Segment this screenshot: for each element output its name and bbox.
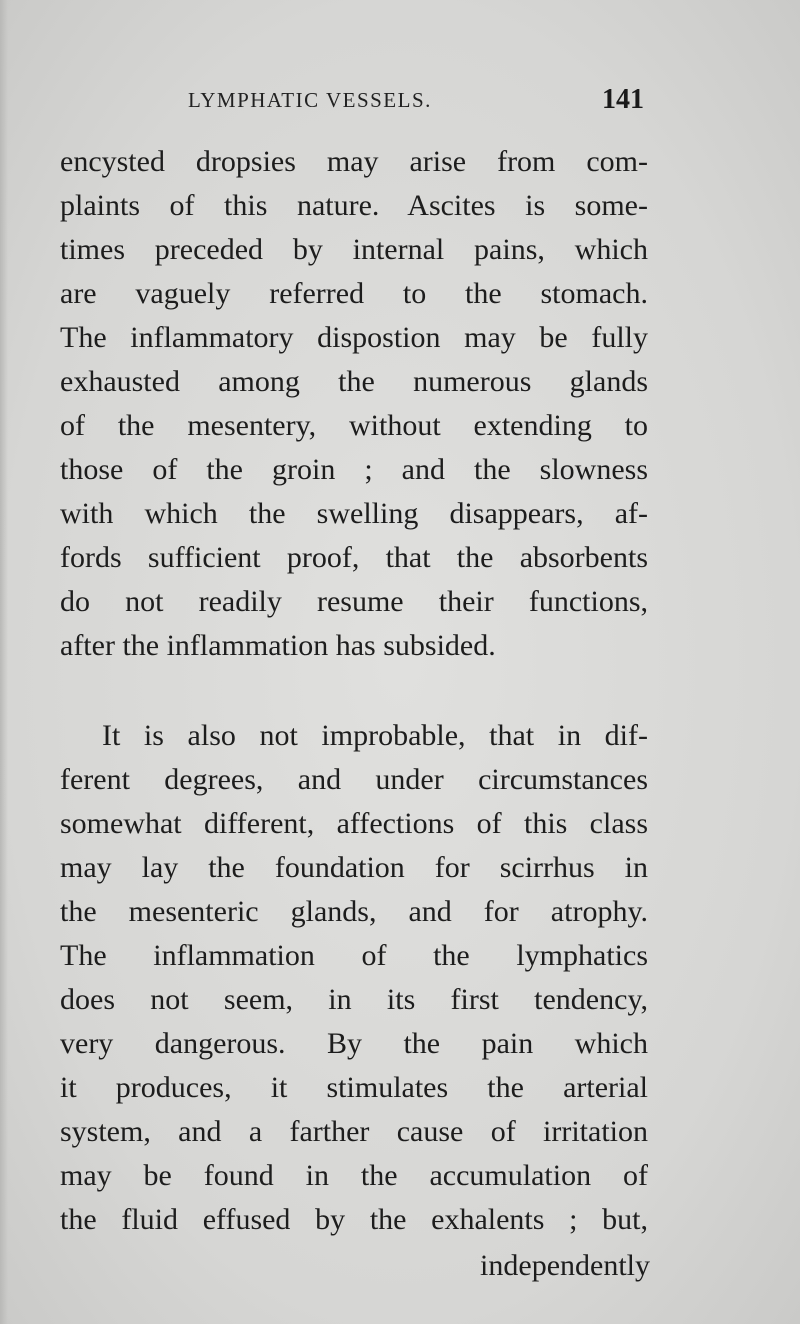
text-line: with which the swelling disappears, af- [60, 497, 648, 530]
text-line: after the inflammation has subsided. [60, 629, 496, 662]
text-line: of the mesentery, without extending to [60, 409, 648, 442]
text-line: times preceded by internal pains, which [60, 233, 648, 266]
page-header [60, 84, 648, 124]
text-line: it produces, it stimulates the arterial [60, 1071, 648, 1104]
text-line: system, and a farther cause of irritation [60, 1115, 648, 1148]
text-line: do not readily resume their functions, [60, 585, 648, 618]
text-line: the mesenteric glands, and for atrophy. [60, 895, 648, 928]
text-line: ferent degrees, and under circumstances [60, 763, 648, 796]
page-number: 141 [602, 84, 644, 115]
page-edge-shadow [0, 0, 8, 1324]
paragraph-1 [60, 140, 648, 668]
text-line: may be found in the accumulation of [60, 1159, 648, 1192]
paragraph-2 [60, 714, 648, 1242]
text-line: exhausted among the numerous glands [60, 365, 648, 398]
text-line: somewhat different, affections of this class [60, 807, 648, 840]
text-line: may lay the foundation for scirrhus in [60, 851, 648, 884]
text-line: encysted dropsies may arise from com- [60, 145, 648, 178]
text-line: It is also not improbable, that in dif- [102, 719, 648, 752]
text-line: The inflammation of the lymphatics [60, 939, 648, 972]
text-line: very dangerous. By the pain which [60, 1027, 648, 1060]
text-line: The inflammatory dispostion may be fully [60, 321, 648, 354]
text-line: the fluid effused by the exhalents ; but, [60, 1203, 648, 1236]
catchword: independently [480, 1249, 650, 1282]
text-line: fords sufficient proof, that the absorbents [60, 541, 648, 574]
running-head: LYMPHATIC VESSELS. [188, 88, 432, 112]
text-line: plaints of this nature. Ascites is some- [60, 189, 648, 222]
text-line: those of the groin ; and the slowness [60, 453, 648, 486]
text-line: are vaguely referred to the stomach. [60, 277, 648, 310]
text-line: does not seem, in its first tendency, [60, 983, 648, 1016]
